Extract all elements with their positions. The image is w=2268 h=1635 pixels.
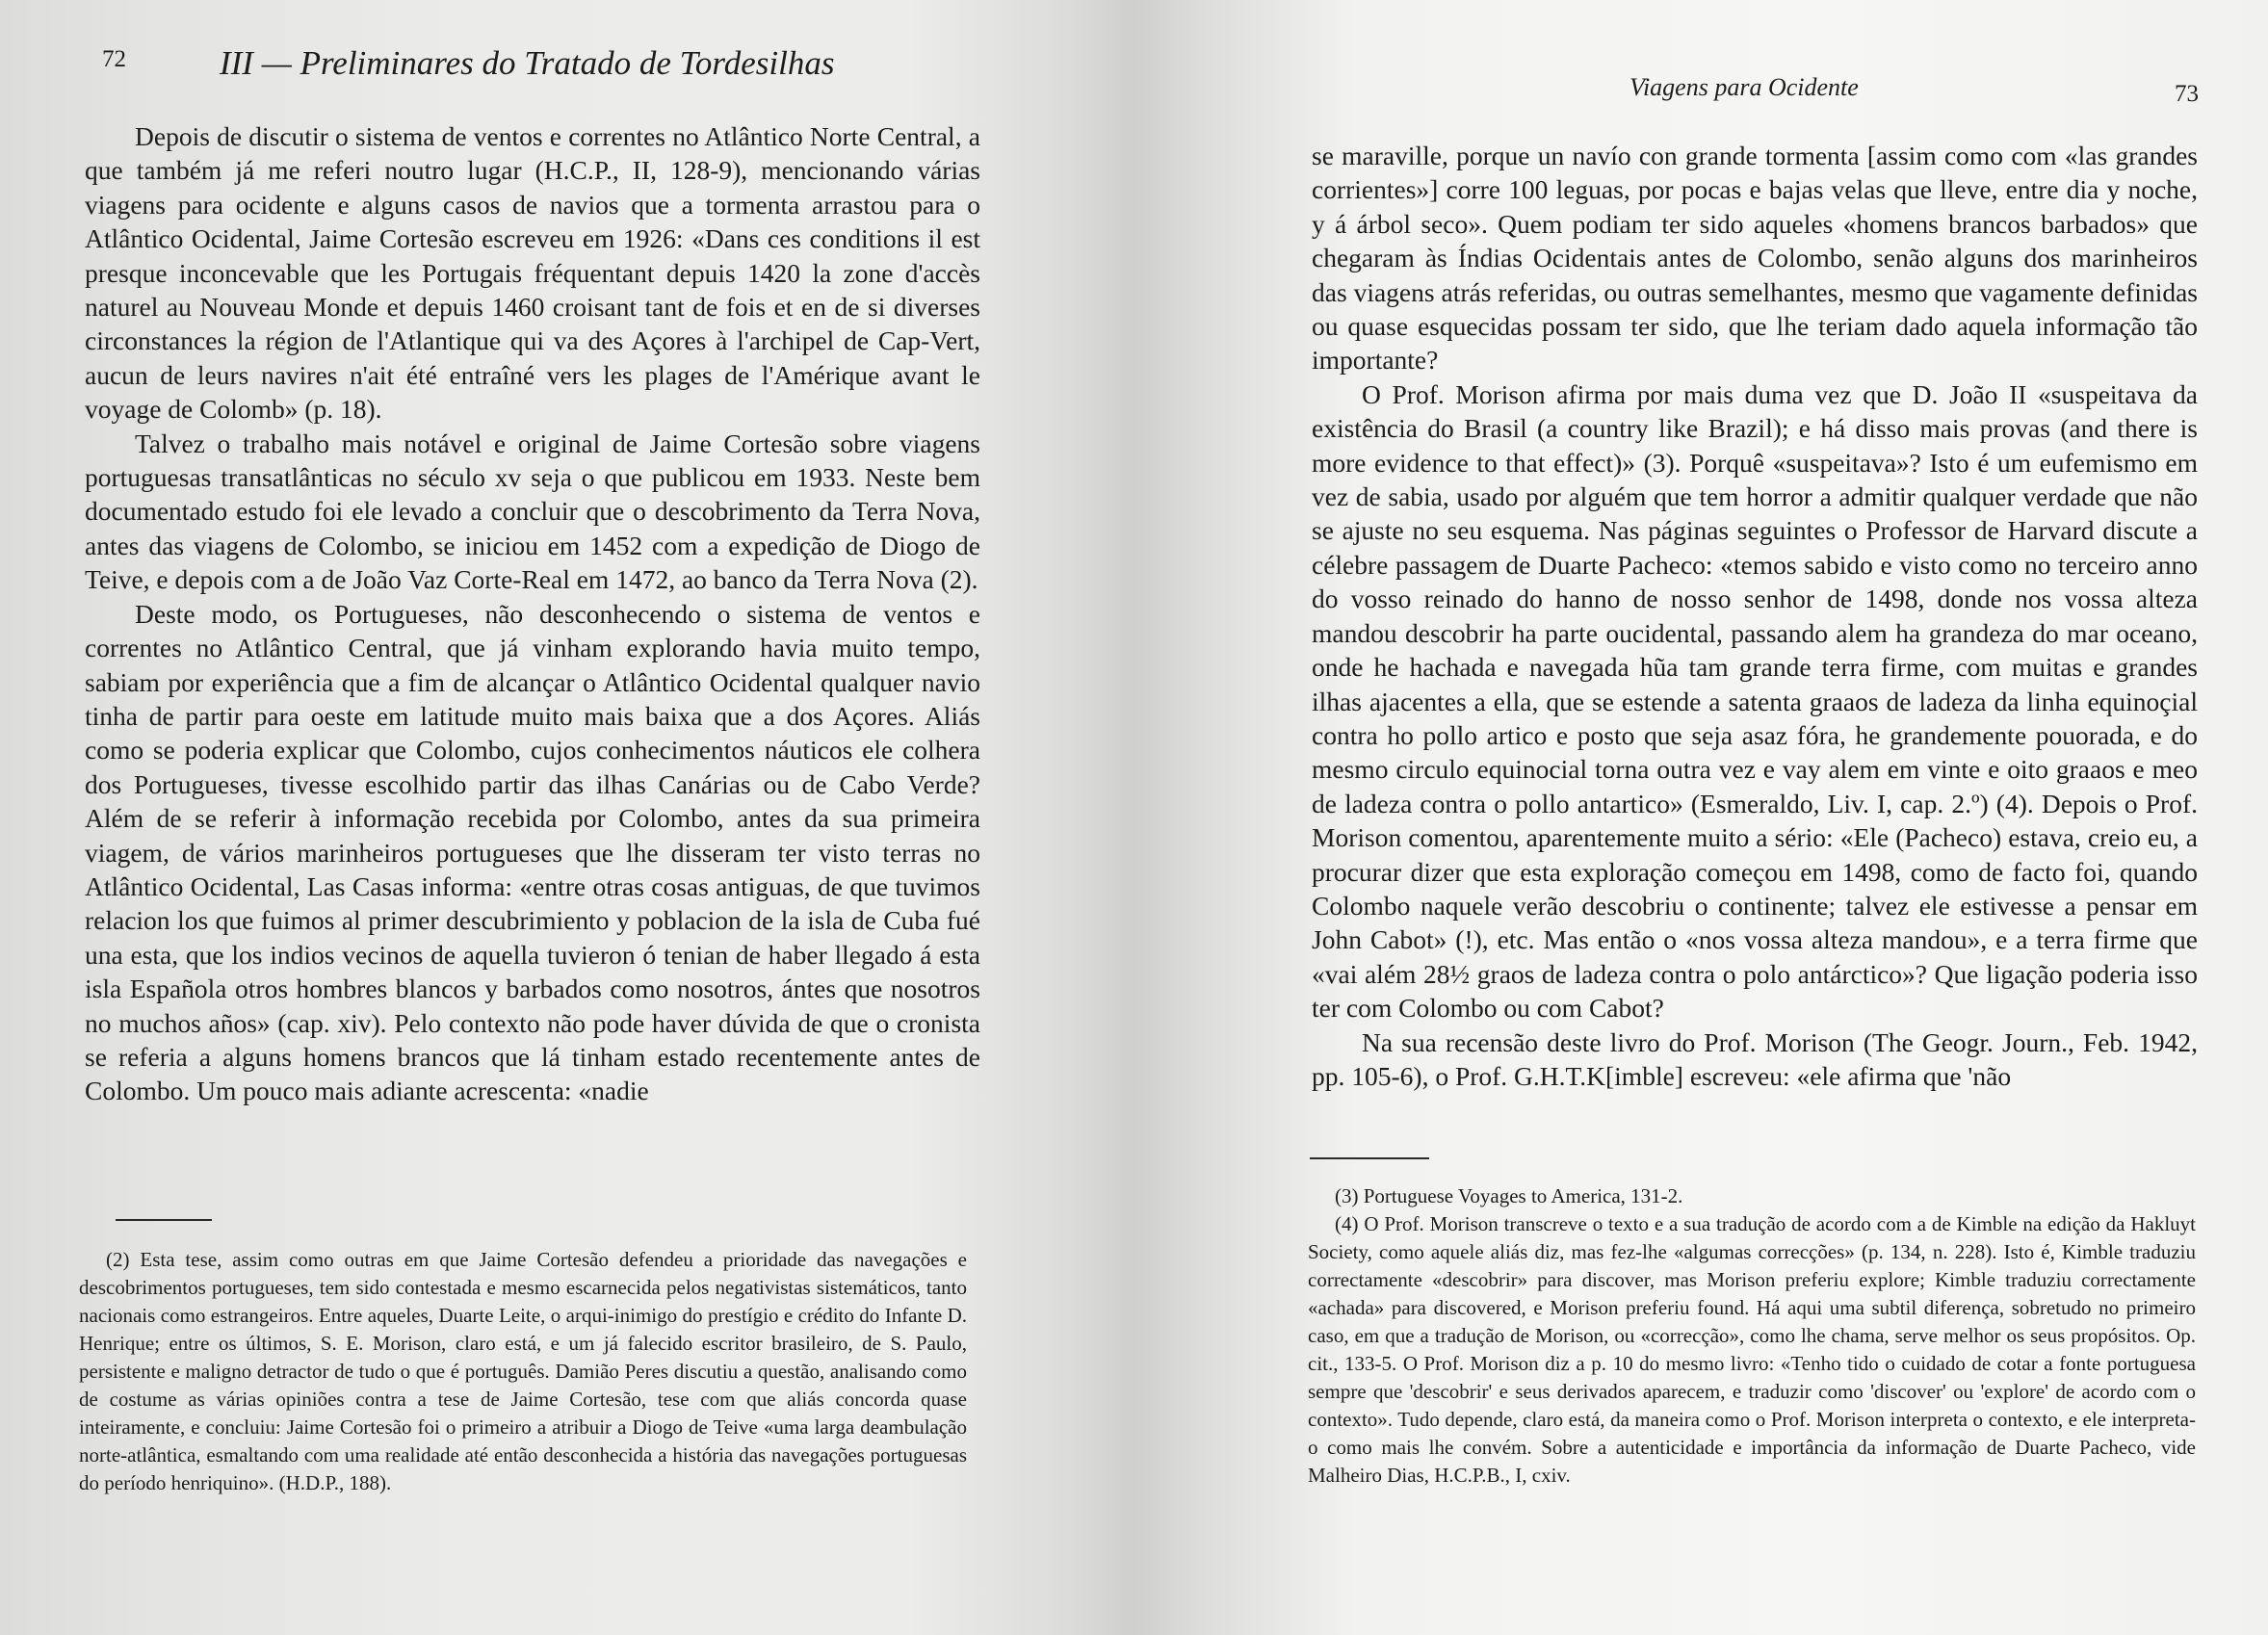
paragraph: Deste modo, os Portugueses, não desconhecendo o sistema de ventos e correntes no Atlântico Central, que já vinham explorando havia muito tempo, sabiam por experiência que a fim de alcançar o Atlântico Ocidental qualquer navio tinha de partir para oeste em latitude muito mais baixa que a dos Açores. Aliás como se poderia explicar que Colombo, cujos conhecimentos náuticos ele colhera dos Portugueses, tivesse escolhido partir das ilhas Canárias ou de Cabo Verde? Além de se referir à informação recebida por Colombo, antes da sua primeira viagem, de vários marinheiros portugueses que lhe disseram ter visto terras no Atlântico Ocidental, Las Casas informa: «entre otras cosas antiguas, de que tuvimos relacion los que fuimos al primer descubrimiento y poblacion de la isla de Cuba fué una esta, que los indios vecinos de aquella tuvieron ó tenian de haber llegado á esta isla Española otros hombres blancos y barbados como nosotros, ántes que nosotros no muchos años» (cap. xiv). Pelo contexto não pode haver dúvida de que o cronista se referia a alguns homens brancos que lá tinham estado recentemente antes de Colombo. Um pouco mais adiante acrescenta: «nadie: [85, 598, 980, 1106]
footnote-rule: [1310, 1157, 1429, 1159]
footnote: (3) Portuguese Voyages to America, 131-2.: [1335, 1184, 1683, 1207]
footnotes: [79, 1246, 967, 1497]
page-number: 72: [102, 46, 126, 72]
running-head: Viagens para Ocidente: [1629, 73, 1859, 101]
paragraph: Na sua recensão deste livro do Prof. Morison (The Geogr. Journ., Feb. 1942, pp. 105-6), o Prof. G.H.T.K[imble] escreveu: «ele afirma que 'não: [1312, 1026, 2198, 1091]
paragraph: Talvez o trabalho mais notável e original de Jaime Cortesão sobre viagens portuguesas transatlânticas no século xv seja o que publicou em 1933. Neste bem documentado estudo foi ele levado a concluir que o descobrimento da Terra Nova, antes das viagens de Colombo, se iniciou em 1452 com a expedição de Diogo de Teive, e depois com a de João Vaz Corte-Real em 1472, ao banco da Terra Nova (2).: [85, 428, 980, 595]
body-text: [1312, 139, 2198, 1093]
footnotes: [1308, 1182, 2196, 1490]
paragraph: O Prof. Morison afirma por mais duma vez que D. João II «suspeitava da existência do Brasil (a country like Brazil); e há disso mais provas (and there is more evidence to that effect)» (3). Porquê «suspeitava»? Isto é um eufemismo em vez de sabia, usado por alguém que tem horror a admitir qualquer verdade que não se ajuste no seu esquema. Nas páginas seguintes o Professor de Harvard discute a célebre passagem de Duarte Pacheco: «temos sabido e visto como no terceiro anno do vosso reinado do hanno de nosso senhor de 1498, donde nos vossa alteza mandou descobrir ha parte oucidental, passando alem ha grandeza do mar oceano, onde he hachada e navegada hũa tam grande terra firme, com muitas e grandes ilhas ajacentes a ella, que se estende a satenta graaos de ladeza da linha equinoçial contra ho pollo artico e posto que seja asaz fóra, he grandemente pouorada, e do mesmo circulo equinocial torna outra vez e vay alem em vinte e oito graaos e meo de ladeza contra o pollo antartico» (Esmeraldo, Liv. I, cap. 2.º) (4). Depois o Prof. Morison comentou, aparentemente muito a sério: «Ele (Pacheco) estava, creio eu, a procurar dizer que esta exploração começou em 1498, como de facto foi, quando Colombo naquele verão descobriu o continente; talvez ele estivesse a pensar em John Cabot» (!), etc. Mas então o «nos vossa alteza mandou», e a terra firme que «vai além 28½ graos de ladeza contra o polo antárctico»? Que ligação poderia isso ter com Colombo ou com Cabot?: [1312, 378, 2198, 1024]
page-number: 73: [2175, 81, 2199, 107]
right-page: [1146, 0, 2268, 1635]
running-head: III — Preliminares do Tratado de Tordesilhas: [220, 44, 835, 82]
paragraph: se maraville, porque un navío con grande tormenta [assim como com «las grandes corrientes»] corre 100 leguas, por pocas e bajas velas que lleve, entre dia y noche, y á árbol seco». Quem podiam ter sido aqueles «homens brancos barbados» que chegaram às Índias Ocidentais antes de Colombo, senão alguns dos marinheiros das viagens atrás referidas, ou outras semelhantes, mesmo que vagamente definidas ou quase esquecidas possam ter sido, que lhe teriam dado aquela informação tão importante?: [1312, 141, 2198, 376]
footnote: (4) O Prof. Morison transcreve o texto e a sua tradução de acordo com a de Kimble na edição da Hakluyt Society, como aquele aliás diz, mas fez-lhe «algumas correcções» (p. 134, n. 228). Isto é, Kimble traduziu correctamente «descobrir» para discover, mas Morison preferiu explore; Kimble traduziu correctamente «achada» para discovered, e Morison preferiu found. Há aqui uma subtil diferença, sobretudo no primeiro caso, em que a tradução de Morison, ou «correcção», como lhe chama, serve melhor os seus propósitos. Op. cit., 133-5. O Prof. Morison diz a p. 10 do mesmo livro: «Tenho tido o cuidado de cotar a fonte portuguesa sempre que 'descobrir' e seus derivados aparecem, e traduzir como 'discover' ou 'explore' de acordo com o contexto». Tudo depende, claro está, da maneira como o Prof. Morison interpreta o contexto, e ele interpreta-o como mais lhe convém. Sobre a autenticidade e importância da informação de Duarte Pacheco, vide Malheiro Dias, H.C.P.B., I, cxiv.: [1308, 1212, 2196, 1487]
paragraph: Depois de discutir o sistema de ventos e correntes no Atlântico Norte Central, a que também já me referi noutro lugar (H.C.P., II, 128-9), mencionando várias viagens para ocidente e alguns casos de navios que a tormenta arrastou para o Atlântico Ocidental, Jaime Cortesão escreveu em 1926: «Dans ces conditions il est presque inconcevable que les Portugais fréquentant depuis 1420 la zone d'accès naturel au Nouveau Monde et depuis 1460 croisant tant de fois et en de si diverses circonstances la région de l'Atlantique qui va des Açores à l'archipel de Cap-Vert, aucun de leurs navires n'ait été entraîné vers les plages de l'Amérique avant le voyage de Colomb» (p. 18).: [85, 121, 980, 425]
footnote: (2) Esta tese, assim como outras em que Jaime Cortesão defendeu a prioridade das navegações e descobrimentos portugueses, tem sido contestada e mesmo escarnecida pelos negativistas sistemáticos, tanto nacionais como estrangeiros. Entre aqueles, Duarte Leite, o arqui-inimigo do prestígio e crédito do Infante D. Henrique; entre os últimos, S. E. Morison, claro está, e um já falecido escritor brasileiro, de S. Paulo, persistente e maligno detractor de tudo o que é português. Damião Peres discutiu a questão, analisando como de costume as várias opiniões contra a tese de Jaime Cortesão, tese com que aliás concorda quase inteiramente, e concluiu: Jaime Cortesão foi o primeiro a atribuir a Diogo de Teive «uma larga deambulação norte-atlântica, esmaltando com uma realidade até então desconhecida a história das navegações portuguesas do período henriquino». (H.D.P., 188).: [79, 1248, 967, 1494]
footnote-rule: [116, 1219, 212, 1221]
body-text: [85, 119, 980, 1108]
